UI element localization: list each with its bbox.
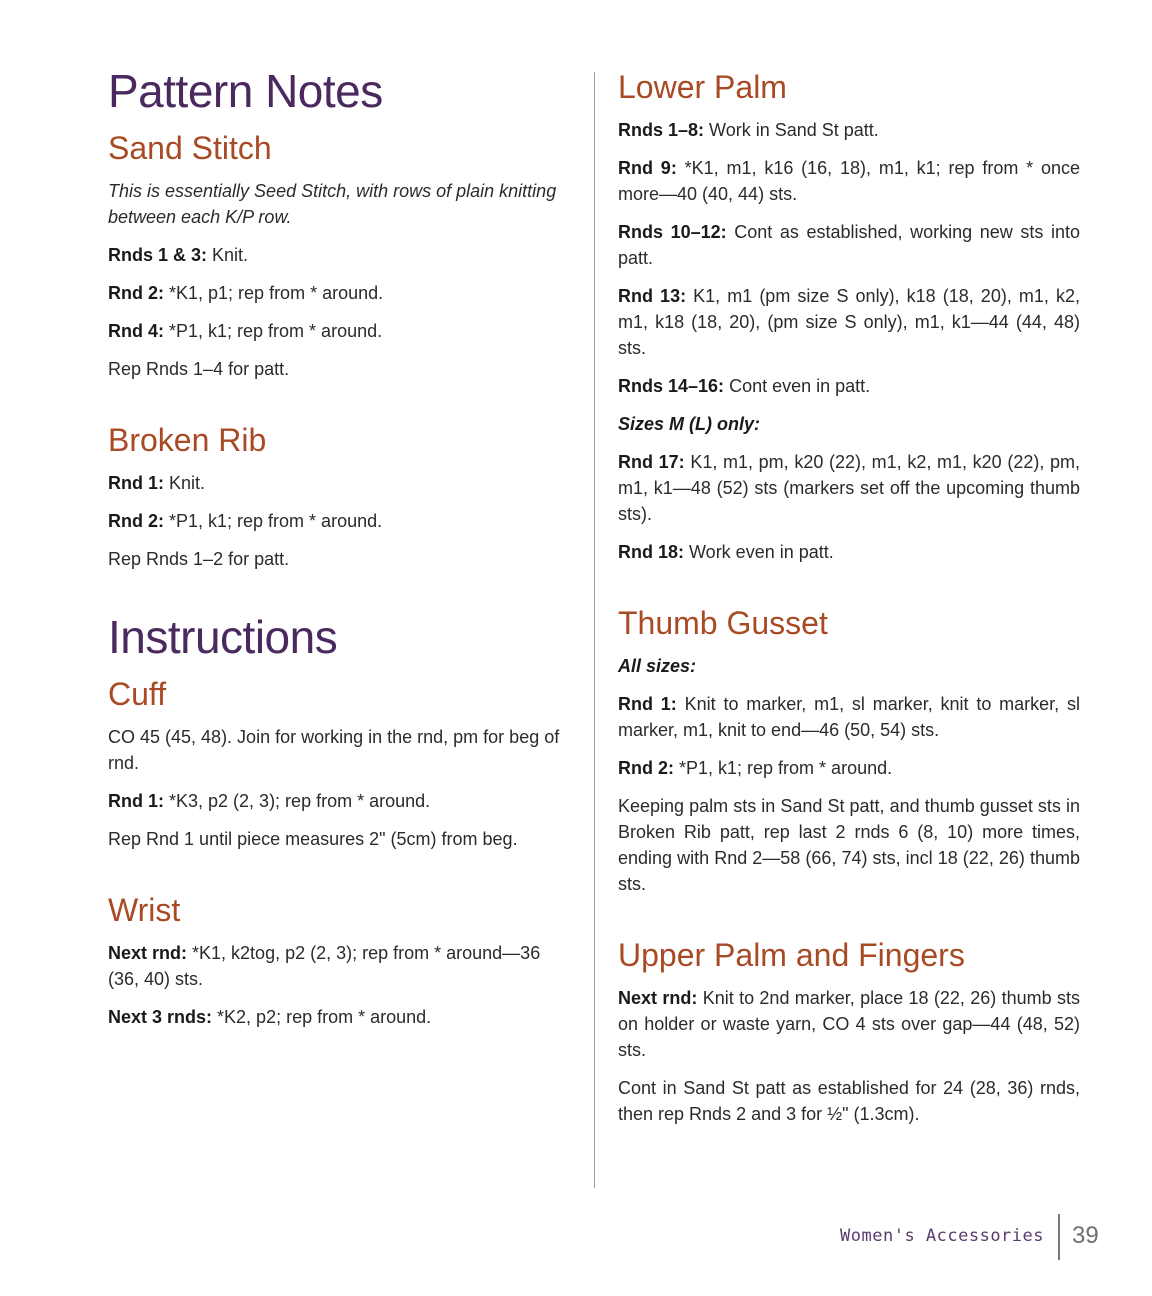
- row-text: *K1, m1, k16 (16, 18), m1, k1; rep from * once more—40 (40, 44) sts.: [618, 158, 1081, 204]
- row-text: *P1, k1; rep from * around.: [674, 758, 893, 778]
- cuff-cast-on: CO 45 (45, 48). Join for working in the rnd, pm for beg of rnd.: [108, 727, 560, 773]
- lower-palm-sizes-note: Sizes M (L) only:: [618, 414, 761, 434]
- row-text: Cont as established, working new sts into patt.: [618, 222, 1080, 268]
- row-text: *K3, p2 (2, 3); rep from * around.: [164, 791, 431, 811]
- row-label: Rnds 1–8:: [618, 120, 705, 140]
- row-label: Rnd 9:: [618, 158, 677, 178]
- sand-stitch-repeat: Rep Rnds 1–4 for patt.: [108, 359, 290, 379]
- row-label: Rnd 1:: [618, 694, 677, 714]
- row-text: Knit to marker, m1, sl marker, knit to marker, sl marker, m1, knit to end—46 (50, 54) sts.: [618, 694, 1080, 740]
- row-label: Rnds 1 & 3:: [108, 245, 208, 265]
- lower-palm-rnd-9: [618, 155, 1080, 207]
- row-text: *P1, k1; rep from * around.: [164, 321, 383, 341]
- thumb-gusset-rnd-1: [618, 691, 1080, 743]
- sand-stitch-heading: Sand Stitch: [108, 130, 272, 166]
- thumb-gusset-sizes-note: All sizes:: [618, 656, 697, 676]
- row-text: *K1, p1; rep from * around.: [164, 283, 384, 303]
- row-text: *K2, p2; rep from * around.: [212, 1007, 432, 1027]
- row-label: Rnd 18:: [618, 542, 685, 562]
- row-label: Rnd 1:: [108, 791, 164, 811]
- row-label: Rnd 4:: [108, 321, 164, 341]
- wrist-next-3-rnds: [108, 1004, 573, 1030]
- upper-palm-next-rnd: [618, 985, 1080, 1063]
- column-divider: [594, 72, 595, 1188]
- upper-palm-continue: Cont in Sand St patt as established for 24 (28, 36) rnds, then rep Rnds 2 and 3 for ½" (1.3cm).: [618, 1078, 1080, 1124]
- row-text: Knit.: [207, 245, 249, 265]
- row-text: *P1, k1; rep from * around.: [164, 511, 383, 531]
- row-text: Work in Sand St patt.: [704, 120, 879, 140]
- row-label: Next rnd:: [108, 943, 188, 963]
- sand-stitch-rnd-1-3: [108, 242, 573, 268]
- row-label: Rnd 1:: [108, 473, 164, 493]
- row-label: Next 3 rnds:: [108, 1007, 213, 1027]
- row-label: Rnd 17:: [618, 452, 685, 472]
- broken-rib-heading: Broken Rib: [108, 422, 267, 458]
- lower-palm-heading: Lower Palm: [618, 69, 787, 105]
- row-label: Rnds 10–12:: [618, 222, 727, 242]
- cuff-heading: Cuff: [108, 676, 167, 712]
- row-label: Next rnd:: [618, 988, 698, 1008]
- cuff-repeat: Rep Rnd 1 until piece measures 2" (5cm) from beg.: [108, 829, 518, 849]
- sand-stitch-rnd-2: [108, 280, 573, 306]
- sand-stitch-intro: This is essentially Seed Stitch, with rows of plain knitting between each K/P row.: [108, 181, 557, 227]
- row-text: K1, m1, pm, k20 (22), m1, k2, m1, k20 (22), pm, m1, k1—48 (52) sts (markers set off the upcoming thumb sts).: [618, 452, 1080, 524]
- thumb-gusset-heading: Thumb Gusset: [618, 605, 828, 641]
- lower-palm-rnds-1-8: [618, 117, 1080, 143]
- cuff-rnd-1: [108, 788, 573, 814]
- row-text: K1, m1 (pm size S only), k18 (18, 20), m1, k2, m1, k18 (18, 20), (pm size S only), m1, k1—44 (44, 48) sts.: [618, 286, 1080, 358]
- row-text: *K1, k2tog, p2 (2, 3); rep from * around—36 (36, 40) sts.: [108, 943, 541, 989]
- row-text: Work even in patt.: [684, 542, 834, 562]
- lower-palm-rnd-18: [618, 539, 1080, 565]
- page-number: 39: [1072, 1222, 1099, 1249]
- row-label: Rnd 2:: [108, 511, 164, 531]
- broken-rib-repeat: Rep Rnds 1–2 for patt.: [108, 549, 290, 569]
- lower-palm-rnd-13: [618, 283, 1080, 361]
- thumb-gusset-keeping: Keeping palm sts in Sand St patt, and thumb gusset sts in Broken Rib patt, rep last 2 rnds 6 (8, 10) more times, ending with Rnd 2—58 (66, 74) sts, incl 18 (22, 26) thumb sts.: [618, 796, 1080, 894]
- row-label: Rnd 2:: [618, 758, 674, 778]
- broken-rib-rnd-2: [108, 508, 573, 534]
- row-label: Rnd 13:: [618, 286, 687, 306]
- footer-section-title: Women's Accessories: [840, 1226, 1044, 1246]
- broken-rib-rnd-1: [108, 470, 573, 496]
- upper-palm-heading: Upper Palm and Fingers: [618, 937, 965, 973]
- row-label: Rnds 14–16:: [618, 376, 725, 396]
- row-text: Cont even in patt.: [724, 376, 871, 396]
- row-text: Knit.: [164, 473, 206, 493]
- wrist-next-rnd: [108, 940, 573, 992]
- lower-palm-rnds-10-12: [618, 219, 1080, 271]
- row-label: Rnd 2:: [108, 283, 164, 303]
- wrist-heading: Wrist: [108, 892, 181, 928]
- instructions-heading: Instructions: [108, 611, 338, 663]
- footer-divider: [1058, 1214, 1060, 1260]
- row-text: Knit to 2nd marker, place 18 (22, 26) thumb sts on holder or waste yarn, CO 4 sts over gap—44 (48, 52) sts.: [618, 988, 1080, 1060]
- lower-palm-rnd-17: [618, 449, 1080, 527]
- thumb-gusset-rnd-2: [618, 755, 1080, 781]
- sand-stitch-rnd-4: [108, 318, 573, 344]
- pattern-notes-heading: Pattern Notes: [108, 65, 383, 117]
- lower-palm-rnds-14-16: [618, 373, 1080, 399]
